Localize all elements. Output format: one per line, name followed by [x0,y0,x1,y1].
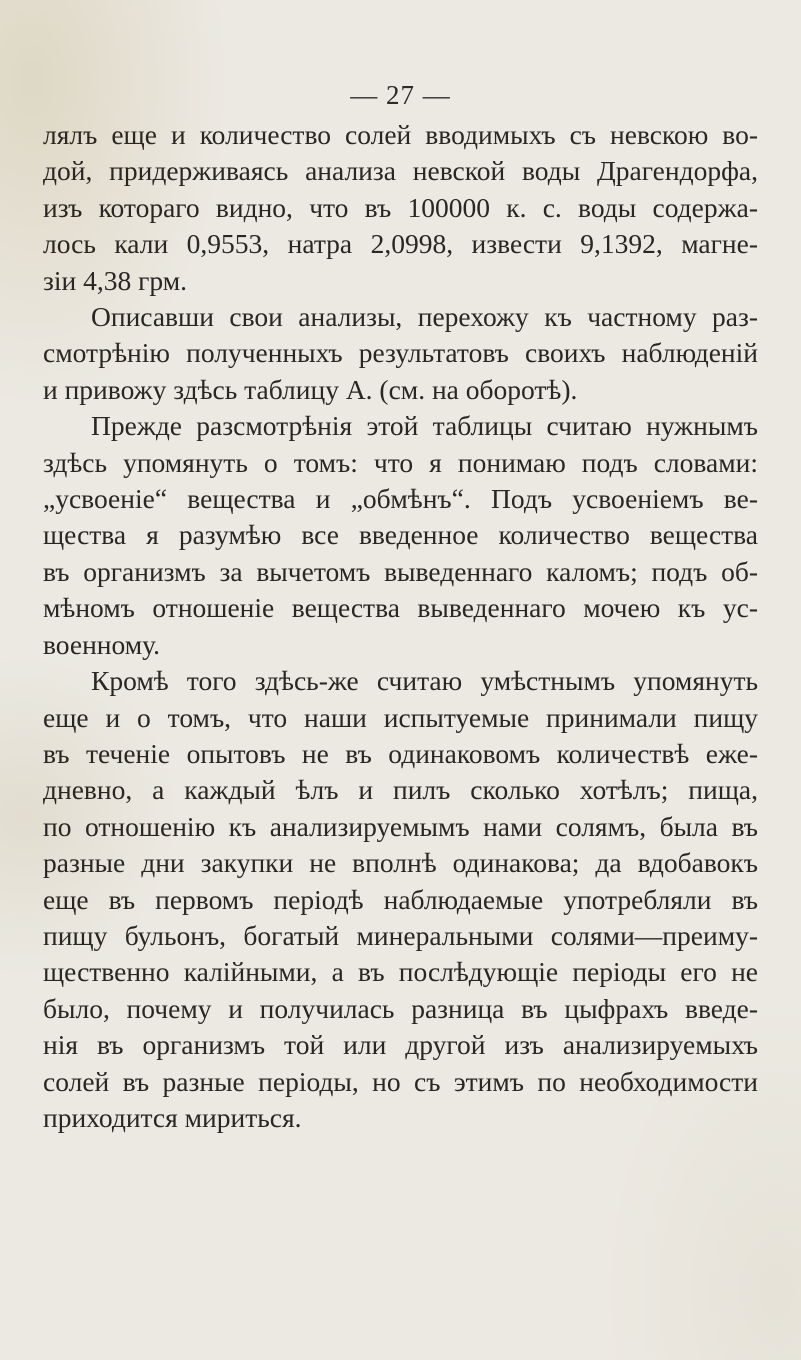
text-line: еще и о томъ, что наши испытуемые принимали пищу [43,701,758,733]
text-line: лось кали 0,9553, натра 2,0998, извести 9,1392, магне- [43,228,758,260]
paragraph-3 [43,408,758,663]
text-line: Описавши свои анализы, перехожу къ частному раз- [91,301,758,333]
text-line: „усвоеніе“ вещества и „обмѣнъ“. Подъ усвоеніемъ ве- [43,483,758,515]
text-line: Прежде разсмотрѣнія этой таблицы считаю нужнымъ [91,410,758,442]
text-line: дой, придерживаясь анализа невской воды Драгендорфа, [43,155,758,187]
text-line: щественно калійными, а въ послѣдующіе періоды его не [43,956,758,988]
text-line: нія въ организмъ той или другой изъ анализируемыхъ [43,1029,758,1061]
text-line: смотрѣнію полученныхъ результатовъ своихъ наблюденій [43,337,758,369]
text-line: Кромѣ того здѣсь-же считаю умѣстнымъ упомянуть [91,665,758,697]
paragraph-4 [43,663,758,1136]
body-text [43,117,758,1136]
page-number: — 27 — [350,80,451,110]
text-line: разные дни закупки не вполнѣ одинакова; да вдобавокъ [43,847,758,879]
text-line: было, почему и получилась разница въ цыфрахъ введе- [43,992,758,1024]
text-line: мѣномъ отношеніе вещества выведеннаго мочею къ ус- [43,592,758,624]
text-line: въ организмъ за вычетомъ выведеннаго каломъ; подъ об- [43,555,758,587]
text-line: по отношенію къ анализируемымъ нами солямъ, была въ [43,810,758,842]
text-line: пищу бульонъ, богатый минеральными солями—преиму- [43,919,758,951]
text-line: солей въ разные періоды, но съ этимъ по необходимости [43,1065,758,1097]
text-line: здѣсь упомянуть о томъ: что я понимаю подъ словами: [43,446,758,478]
text-line: изъ котораго видно, что въ 100000 к. с. воды содержа- [43,191,758,223]
text-line: и привожу здѣсь таблицу А. (см. на оборотѣ). [43,373,578,405]
text-line: дневно, а каждый ѣлъ и пилъ сколько хотѣлъ; пища, [43,774,758,806]
text-line: военному. [43,628,161,660]
text-line: лялъ еще и количество солей вводимыхъ съ невскою во- [43,119,758,150]
text-line: зіи 4,38 грм. [43,264,187,296]
text-line: въ теченіе опытовъ не въ одинаковомъ количествѣ еже- [43,737,758,769]
paragraph-1 [43,117,758,299]
paragraph-2 [43,299,758,408]
text-line: приходится мириться. [43,1101,302,1133]
text-line: еще въ первомъ періодѣ наблюдаемые употребляли въ [43,883,758,915]
text-line: щества я разумѣю все введенное количество вещества [43,519,758,551]
